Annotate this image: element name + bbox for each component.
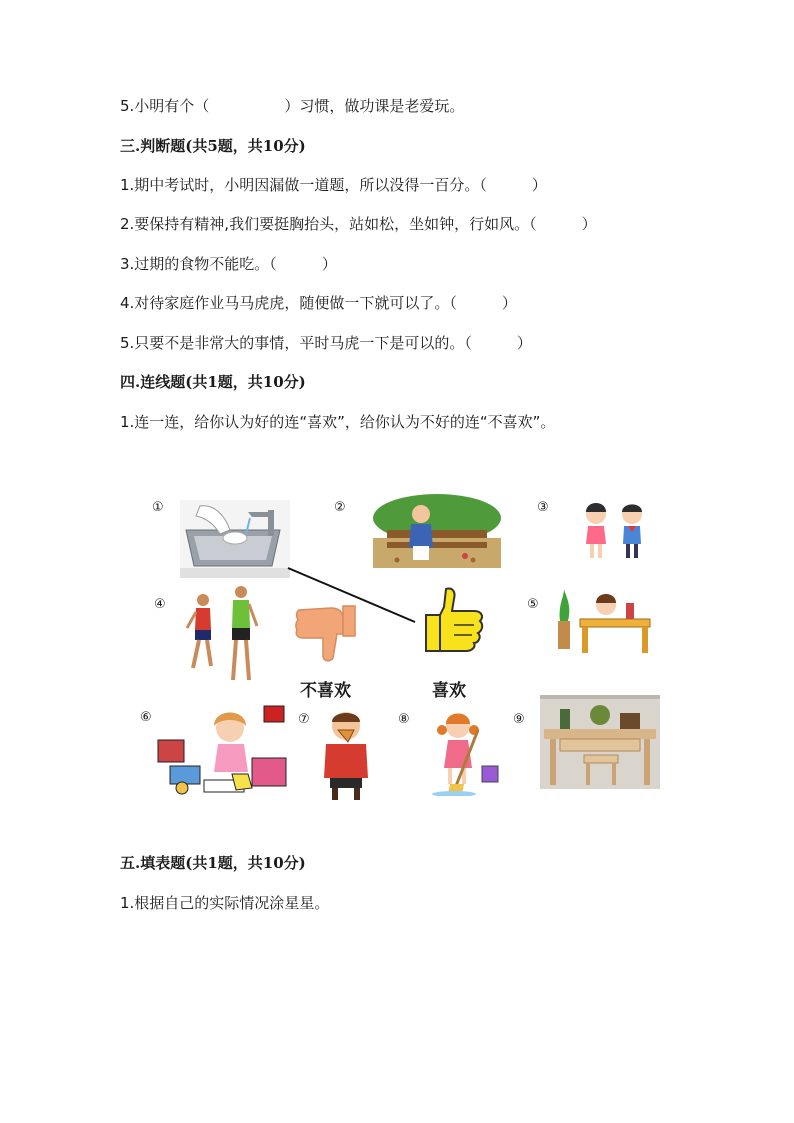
label-3: ③ — [537, 500, 549, 515]
label-5: ⑤ — [527, 597, 539, 612]
like-label: 喜欢 — [432, 681, 466, 701]
picture-boy-eating[interactable] — [318, 708, 376, 800]
label-7: ⑦ — [298, 712, 310, 727]
label-4: ④ — [154, 597, 166, 612]
judge-item-1: 1.期中考试时，小明因漏做一道题，所以没得一百分。（ ） — [120, 176, 547, 194]
judge-item-2: 2.要保持有精神,我们要挺胸抬头，站如松，坐如钟，行如风。（ ） — [120, 215, 597, 233]
matching-instruction: 1.连一连，给你认为好的连“喜欢”，给你认为不好的连“不喜欢”。 — [120, 413, 556, 431]
picture-tidy-desk[interactable] — [540, 695, 660, 789]
label-1: ① — [152, 500, 164, 515]
judge-item-3: 3.过期的食物不能吃。（ ） — [120, 255, 337, 273]
judge-item-4: 4.对待家庭作业马马虎虎，随便做一下就可以了。（ ） — [120, 294, 517, 312]
picture-girl-sweeping[interactable] — [428, 710, 504, 796]
section-4-title: 四.连线题(共1题，共10分) — [120, 373, 306, 391]
picture-littering-man[interactable] — [373, 490, 501, 568]
section-5-title: 五.填表题(共1题，共10分) — [120, 854, 306, 872]
judge-item-5: 5.只要不是非常大的事情，平时马虎一下是可以的。（ ） — [120, 334, 532, 352]
label-8: ⑧ — [398, 712, 410, 727]
picture-washing-hands[interactable] — [180, 500, 290, 578]
thumbs-up-icon — [420, 585, 488, 655]
picture-child-at-desk[interactable] — [556, 585, 654, 663]
picture-running-boys[interactable] — [183, 584, 263, 688]
fill-table-instruction: 1.根据自己的实际情况涂星星。 — [120, 894, 330, 912]
dislike-label: 不喜欢 — [300, 681, 351, 701]
picture-messy-girl[interactable] — [152, 700, 300, 798]
question-5-fill: 5.小明有个（ ）习惯，做功课是老爱玩。 — [120, 97, 465, 115]
label-9: ⑨ — [513, 712, 525, 727]
section-3-title: 三.判断题(共5题，共10分) — [120, 137, 306, 155]
label-6: ⑥ — [140, 710, 152, 725]
label-2: ② — [334, 500, 346, 515]
picture-two-children[interactable] — [578, 500, 652, 562]
matching-line — [280, 560, 420, 630]
